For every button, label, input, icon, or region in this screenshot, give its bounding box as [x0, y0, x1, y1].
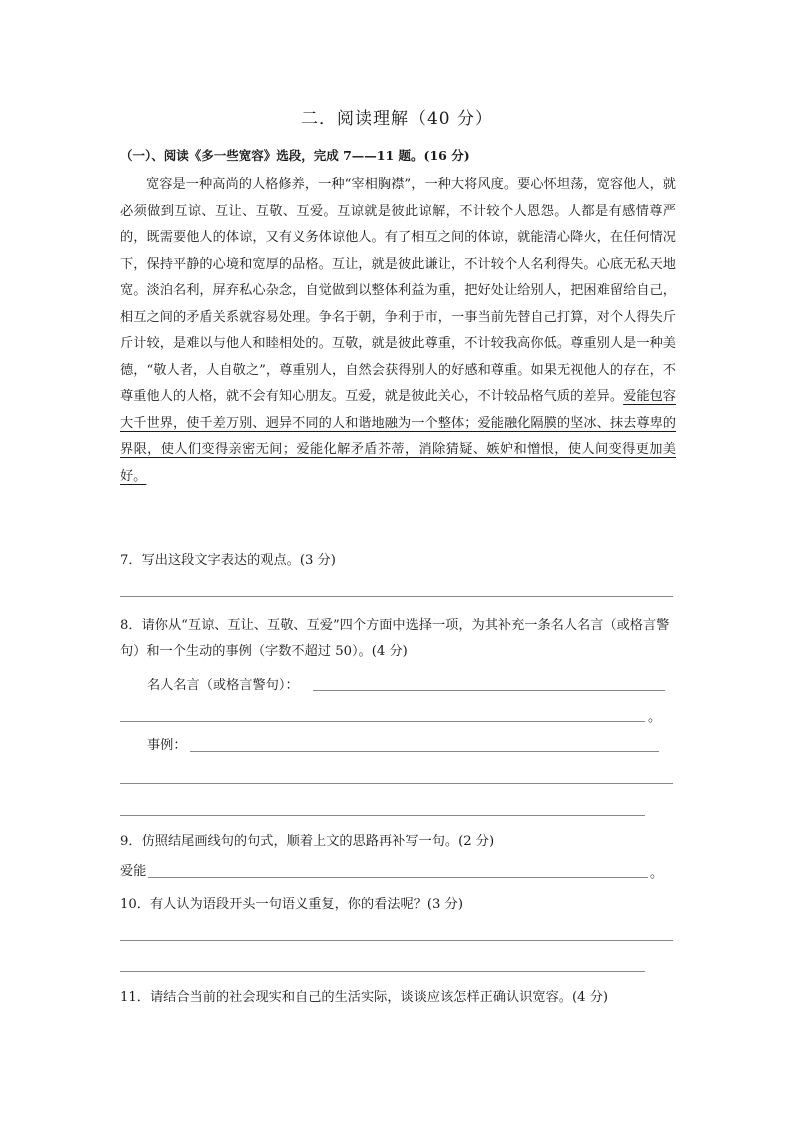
period-mark: 。 [648, 710, 662, 725]
answer-line-quote-2[interactable] [120, 721, 645, 722]
section-title: 二．阅读理解（40 分） [300, 109, 494, 129]
answer-line-example-2[interactable] [120, 783, 673, 784]
q9-prefix: 爱能 [120, 864, 147, 879]
answer-line-q7[interactable] [120, 596, 673, 597]
passage-paragraph [120, 172, 676, 490]
answer-line-q9[interactable] [148, 877, 648, 878]
answer-line-q10[interactable] [120, 940, 673, 941]
answer-line-q10-2[interactable] [120, 971, 645, 972]
reading-passage [120, 172, 676, 490]
answer-line-example[interactable] [190, 751, 659, 752]
quote-label: 名人名言（或格言警句）： [147, 678, 299, 693]
question-11: 11．请结合当前的社会现实和自己的生活实际，谈谈应该怎样正确认识宽容。(4 分) [120, 990, 609, 1005]
question-10: 10．有人认为语段开头一句语义重复，你的看法呢？(3 分) [120, 897, 463, 912]
underlined-sentence: 爱能包容大千世界，使千差万别、迥异不同的人和谐地融为一个整体；爱能融化隔膜的坚冰、抹去尊卑的界限，使人们变得亲密无间；爱能化解矛盾芥蒂，消除猜疑、嫉妒和憎恨，使人间变得更加美好。 [120, 389, 676, 484]
passage-text: 宽容是一种高尚的人格修养，一种“宰相胸襟”，一种大将风度。要心怀坦荡，宽容他人，就必须做到互谅、互让、互敬、互爱。互谅就是彼此谅解，不计较个人恩怨。人都是有感情尊严的，既需要他人的体谅，又有义务体谅他人。有了相互之间的体谅，就能清心降火，在任何情况下，保持平静的心境和宽厚的品格。互让，就是彼此谦让，不计较个人名利得失。心底无私天地宽。淡泊名利，屏弃私心杂念，自觉做到以整体利益为重，把好处让给别人，把困难留给自己，相互之间的矛盾关系就容易处理。争名于朝，争利于市，一事当前先替自己打算，对个人得失斤斤计较，是难以与他人和睦相处的。互敬，就是彼此尊重，不计较我高你低。尊重别人是一种美德，“敬人者，人自敬之”，尊重别人，自然会获得别人的好感和尊重。如果无视他人的存在，不尊重他人的人格，就不会有知心朋友。互爱，就是彼此关心，不计较品格气质的差异。 [120, 177, 676, 404]
question-8: 8．请你从“互谅、互让、互敬、互爱”四个方面中选择一项，为其补充一条名人名言（或格言警句）和一个生动的事例（字数不超过 50）。(4 分) [120, 618, 670, 659]
subsection-title: （一）、阅读《多一些宽容》选段，完成 7——11 题。(16 分) [120, 148, 470, 163]
period-mark: 。 [650, 866, 664, 881]
example-label: 事例： [147, 738, 187, 753]
answer-line-quote[interactable] [313, 690, 665, 691]
question-7: 7．写出这段文字表达的观点。(3 分) [120, 553, 336, 568]
question-9: 9．仿照结尾画线句的句式，顺着上文的思路再补写一句。(2 分) [120, 834, 495, 849]
answer-line-example-3[interactable] [120, 815, 645, 816]
